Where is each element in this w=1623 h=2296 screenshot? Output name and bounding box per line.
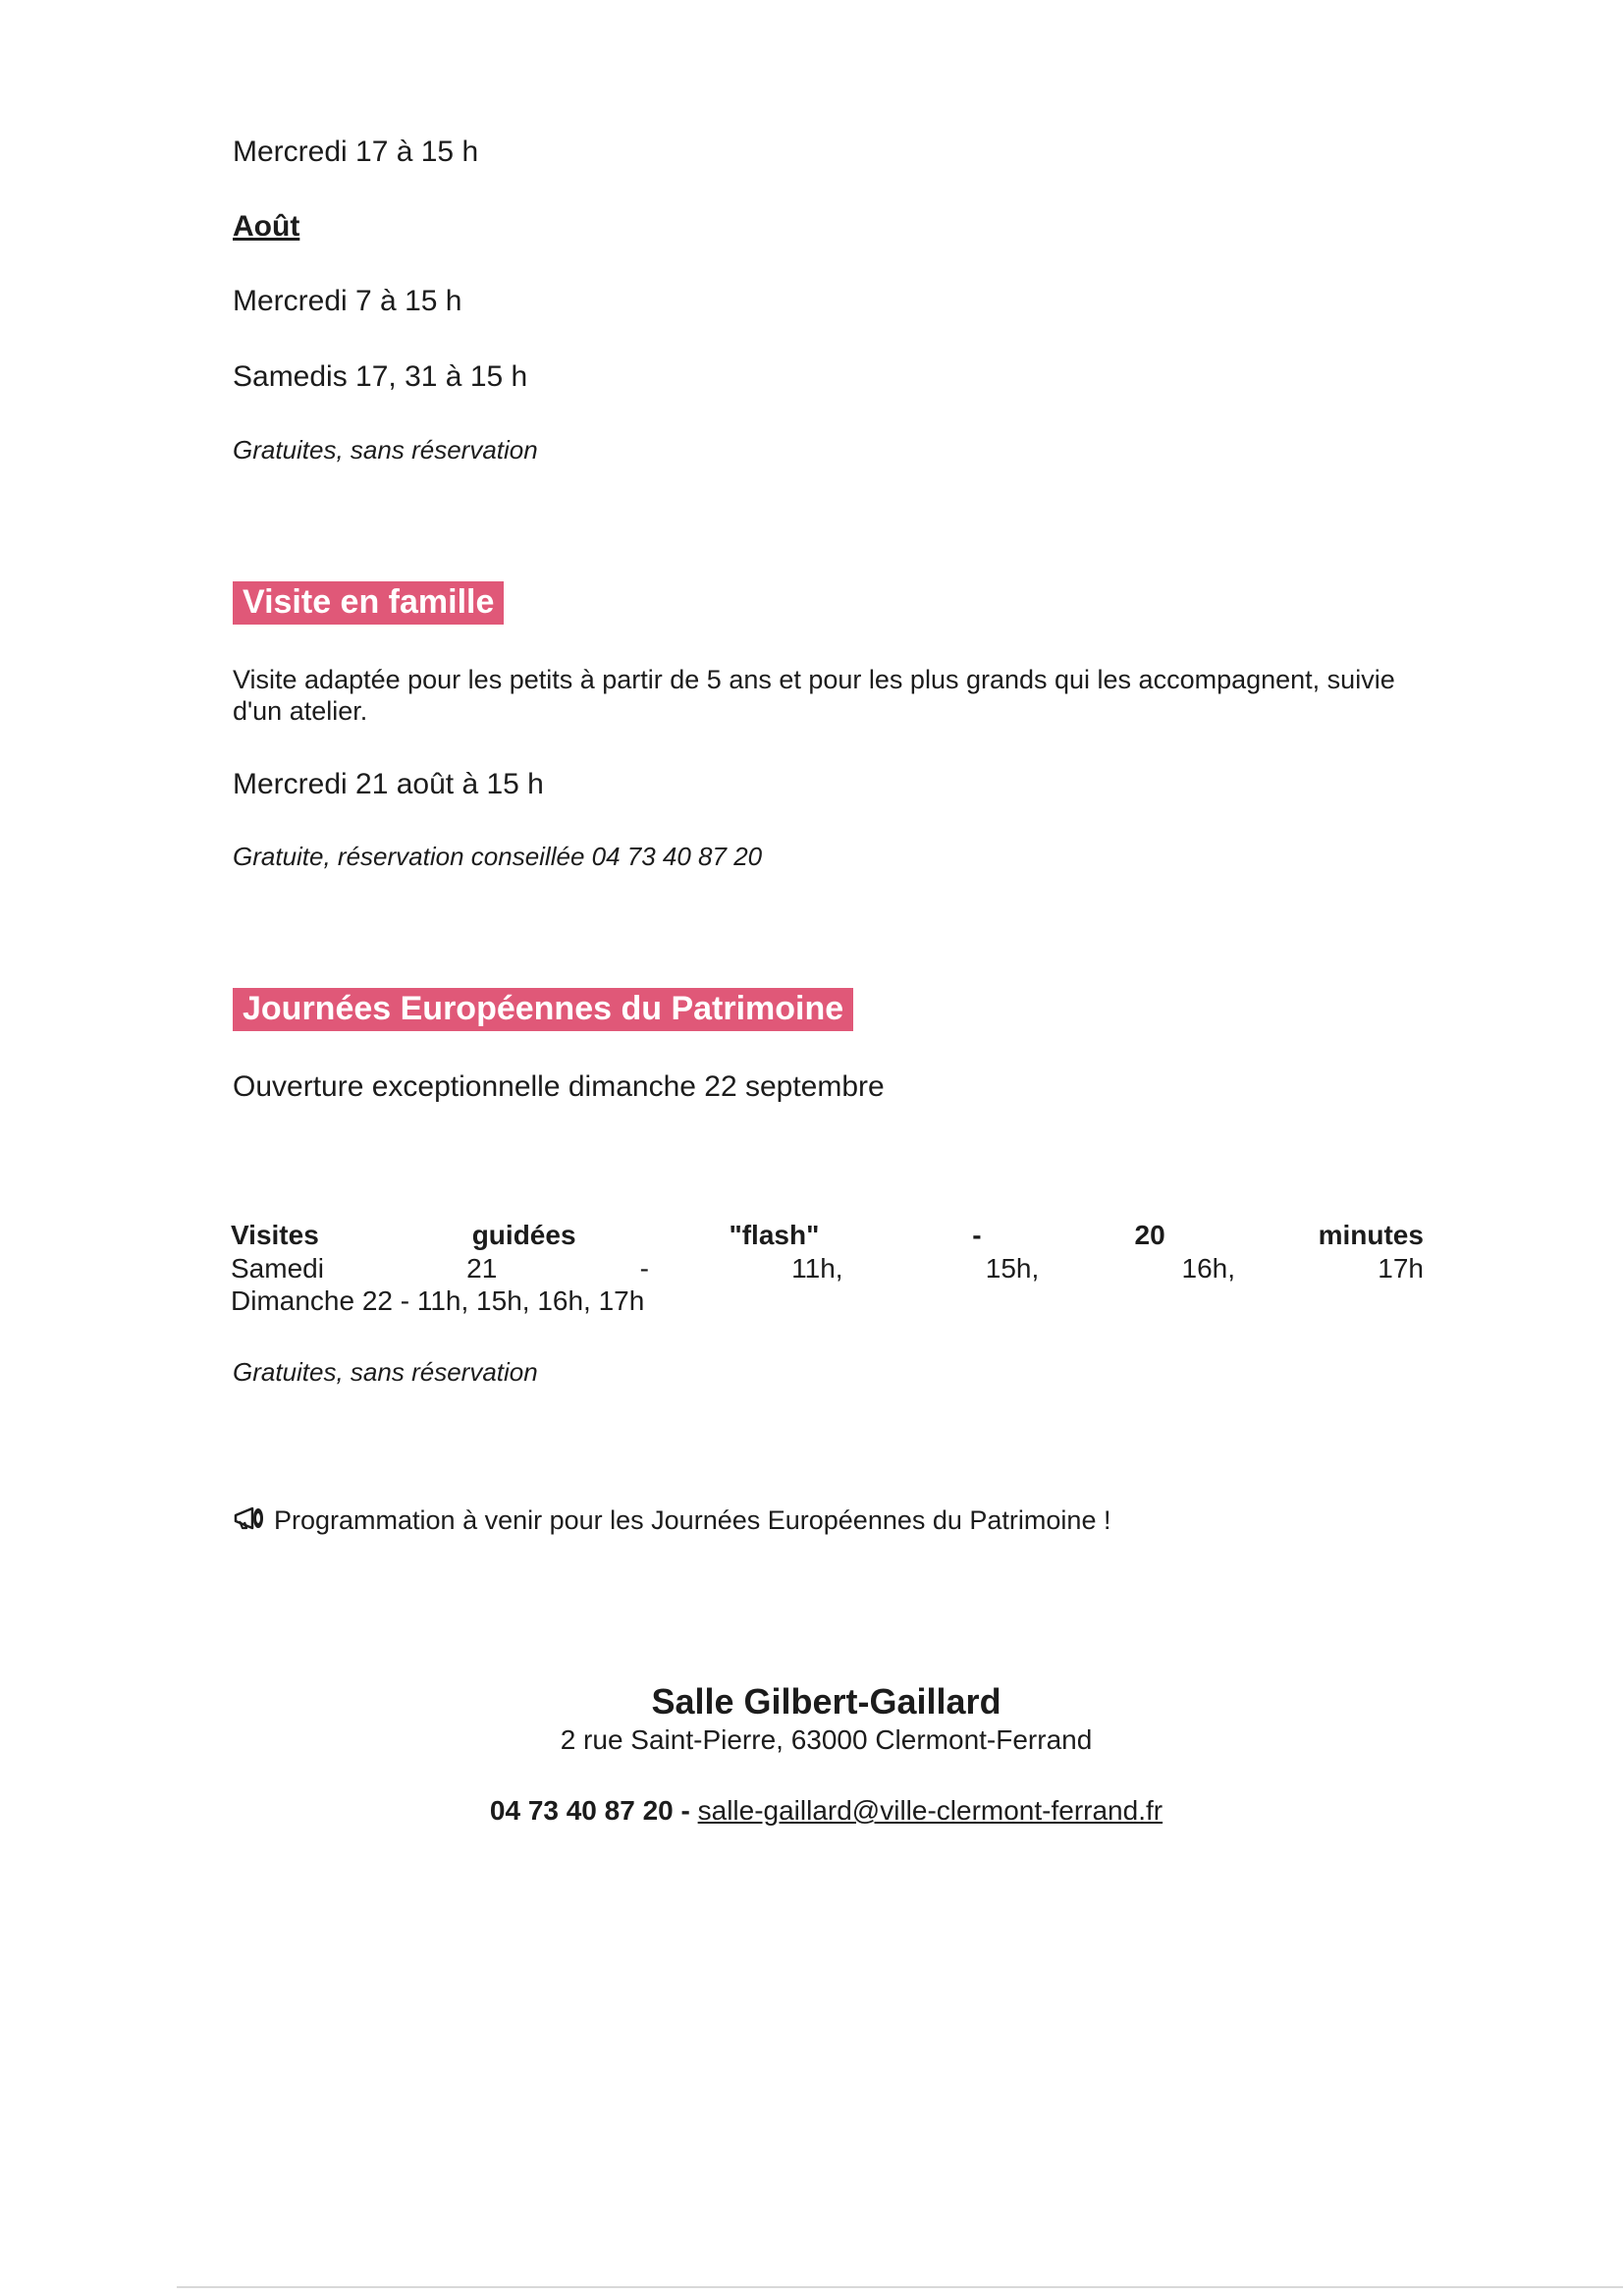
saturday-word-5: 15h, [985, 1253, 1040, 1284]
section-banner-family-visit: Visite en famille [233, 581, 504, 625]
flash-visits-row [231, 1220, 1424, 1251]
section-banner-heritage-days: Journées Européennes du Patrimoine [233, 988, 853, 1031]
heritage-opening: Ouverture exceptionnelle dimanche 22 septembre [233, 1070, 885, 1103]
saturday-word-6: 16h, [1181, 1253, 1236, 1284]
schedule-august-2: Samedis 17, 31 à 15 h [233, 360, 528, 393]
flash-word-4: - [972, 1220, 982, 1250]
flash-word-3: "flash" [729, 1220, 820, 1250]
flash-word-1: Visites [231, 1220, 319, 1250]
schedule-note: Gratuites, sans réservation [233, 435, 538, 465]
venue-email-link[interactable]: salle-gaillard@ville-clermont-ferrand.fr [697, 1795, 1163, 1826]
flash-word-6: minutes [1318, 1220, 1424, 1250]
scan-edge-line [177, 2286, 1623, 2288]
family-visit-description: Visite adaptée pour les petits à partir de 5 ans et pour les plus grands qui les accompagnent, suivie d'un atelier. [233, 665, 1395, 726]
heritage-note: Gratuites, sans réservation [233, 1357, 538, 1387]
saturday-word-2: 21 [466, 1253, 498, 1284]
announcement-line [233, 1505, 1110, 1538]
month-heading-august: Août [233, 210, 300, 243]
venue-name: Salle Gilbert-Gaillard [651, 1681, 1001, 1722]
saturday-word-3: - [639, 1253, 649, 1284]
schedule-july-last: Mercredi 17 à 15 h [233, 136, 479, 168]
saturday-word-1: Samedi [231, 1253, 324, 1284]
contact-separator: - [673, 1795, 698, 1826]
saturday-times-row [231, 1253, 1424, 1285]
megaphone-icon [233, 1505, 270, 1538]
flash-word-5: 20 [1134, 1220, 1165, 1250]
venue-phone: 04 73 40 87 20 [489, 1795, 674, 1826]
flash-word-2: guidées [471, 1220, 576, 1250]
sunday-times-row: Dimanche 22 - 11h, 15h, 16h, 17h [231, 1285, 645, 1316]
venue-address: 2 rue Saint-Pierre, 63000 Clermont-Ferrand [560, 1724, 1093, 1755]
saturday-word-4: 11h, [791, 1253, 843, 1284]
venue-contact [0, 1795, 1623, 1827]
family-visit-note: Gratuite, réservation conseillée 04 73 40 87 20 [233, 842, 763, 871]
family-visit-date: Mercredi 21 août à 15 h [233, 768, 544, 800]
saturday-word-7: 17h [1378, 1253, 1424, 1284]
announcement-text: Programmation à venir pour les Journées Européennes du Patrimoine ! [274, 1505, 1111, 1535]
schedule-august-1: Mercredi 7 à 15 h [233, 285, 462, 317]
